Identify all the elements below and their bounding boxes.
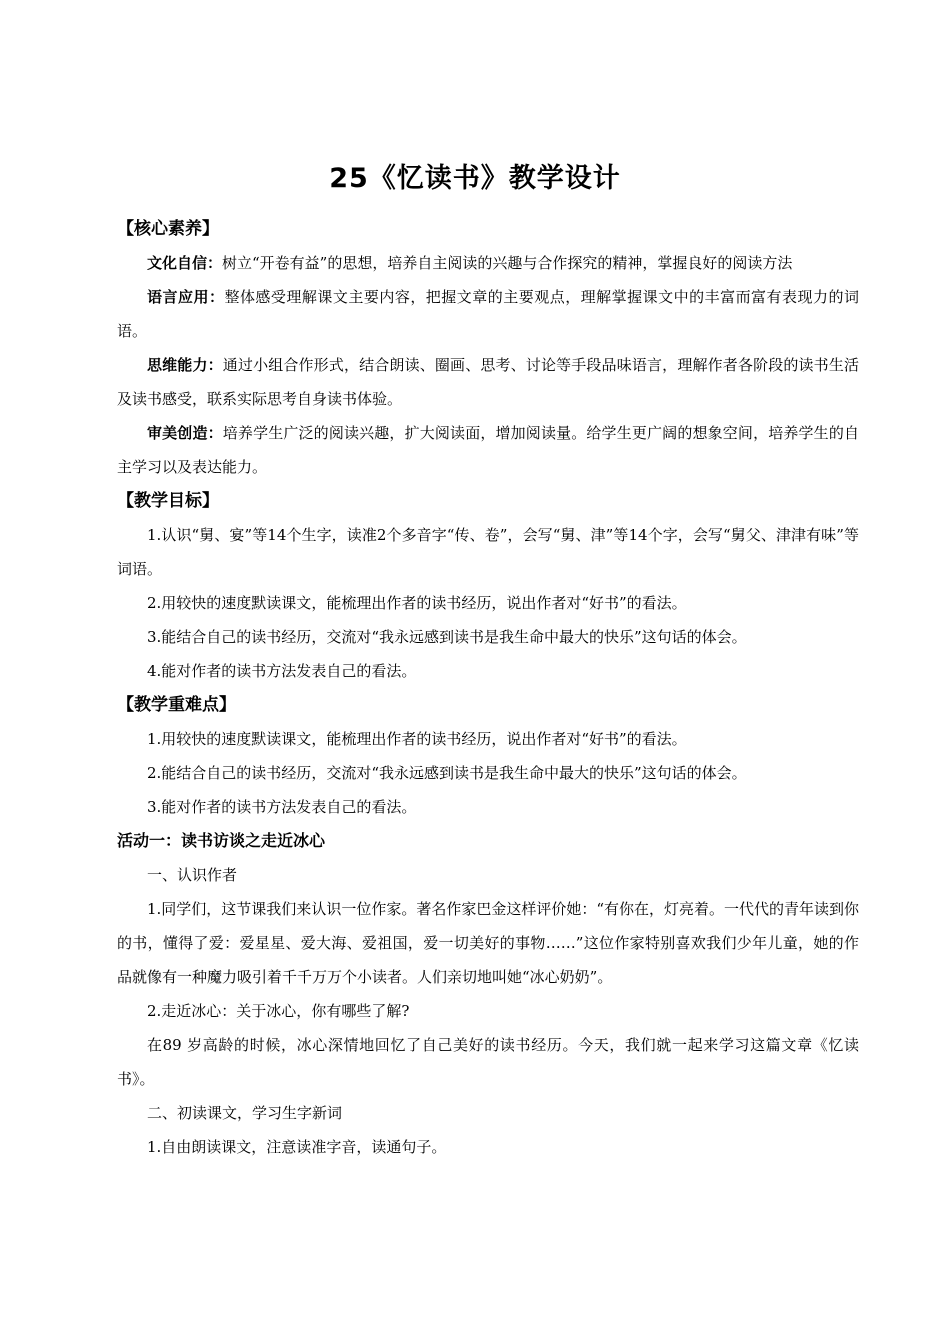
teaching-goal-item: 3.能结合自己的读书经历，交流对“我永远感到读书是我生命中最大的快乐”这句话的体会。 [147, 628, 747, 646]
core-literacy-item [117, 280, 859, 348]
core-literacy-item [117, 246, 859, 280]
teaching-goal-item: 4.能对作者的读书方法发表自己的看法。 [147, 662, 417, 680]
core-literacy-text: 整体感受理解课文主要内容，把握文章的主要观点，理解掌握课文中的丰富而富有表现力的词语。 [117, 288, 859, 340]
activity-paragraph: 2.走近冰心：关于冰心，你有哪些了解? [147, 1002, 410, 1020]
core-literacy-label: 思维能力： [147, 356, 223, 374]
core-literacy-text: 通过小组合作形式，结合朗读、圈画、思考、讨论等手段品味语言，理解作者各阶段的读书生活及读书感受，联系实际思考自身读书体验。 [117, 356, 859, 408]
section-heading-teaching-goals: 【教学目标】 [117, 491, 219, 511]
activity-one-heading: 活动一：读书访谈之走近冰心 [117, 831, 326, 850]
core-literacy-label: 文化自信： [147, 254, 223, 272]
core-literacy-item [117, 348, 859, 416]
section-heading-key-points: 【教学重难点】 [117, 695, 236, 715]
key-point-item: 1.用较快的速度默读课文，能梳理出作者的读书经历，说出作者对“好书”的看法。 [147, 730, 687, 748]
activity-paragraph: 1.自由朗读课文，注意读准字音，读通句子。 [147, 1138, 447, 1156]
activity-paragraph: 一、认识作者 [147, 866, 238, 884]
section-heading-core-literacy: 【核心素养】 [117, 219, 219, 239]
activity-paragraph: 1.同学们，这节课我们来认识一位作家。著名作家巴金这样评价她：“有你在，灯亮着。一代代的青年读到你的书，懂得了爱：爱星星、爱大海、爱祖国，爱一切美好的事物……”这位作家特别喜欢我们少年儿童，她的作品就像有一种魔力吸引着千千万万个小读者。人们亲切地叫她“冰心奶奶”。 [117, 900, 859, 986]
document-title: 25《忆读书》教学设计 [329, 163, 621, 194]
core-literacy-label: 语言应用： [147, 288, 225, 306]
document-body [117, 212, 859, 1164]
core-literacy-item [117, 416, 859, 484]
activity-paragraph: 二、初读课文，学习生字新词 [147, 1104, 343, 1122]
teaching-goal-item: 1.认识“舅、宴”等14个生字，读准2个多音字“传、卷”，会写“舅、津”等14个字，会写“舅父、津津有味”等词语。 [117, 526, 859, 578]
core-literacy-label: 审美创造： [147, 424, 223, 442]
activity-paragraph: 在89 岁高龄的时候，冰心深情地回忆了自己美好的读书经历。今天，我们就一起来学习这篇文章《忆读书》。 [117, 1036, 859, 1088]
teaching-goal-item: 2.用较快的速度默读课文，能梳理出作者的读书经历，说出作者对“好书”的看法。 [147, 594, 687, 612]
key-point-item: 3.能对作者的读书方法发表自己的看法。 [147, 798, 417, 816]
core-literacy-text: 树立“开卷有益”的思想，培养自主阅读的兴趣与合作探究的精神，掌握良好的阅读方法 [222, 254, 793, 272]
core-literacy-text: 培养学生广泛的阅读兴趣，扩大阅读面，增加阅读量。给学生更广阔的想象空间，培养学生的自主学习以及表达能力。 [117, 424, 859, 476]
key-point-item: 2.能结合自己的读书经历，交流对“我永远感到读书是我生命中最大的快乐”这句话的体会。 [147, 764, 747, 782]
